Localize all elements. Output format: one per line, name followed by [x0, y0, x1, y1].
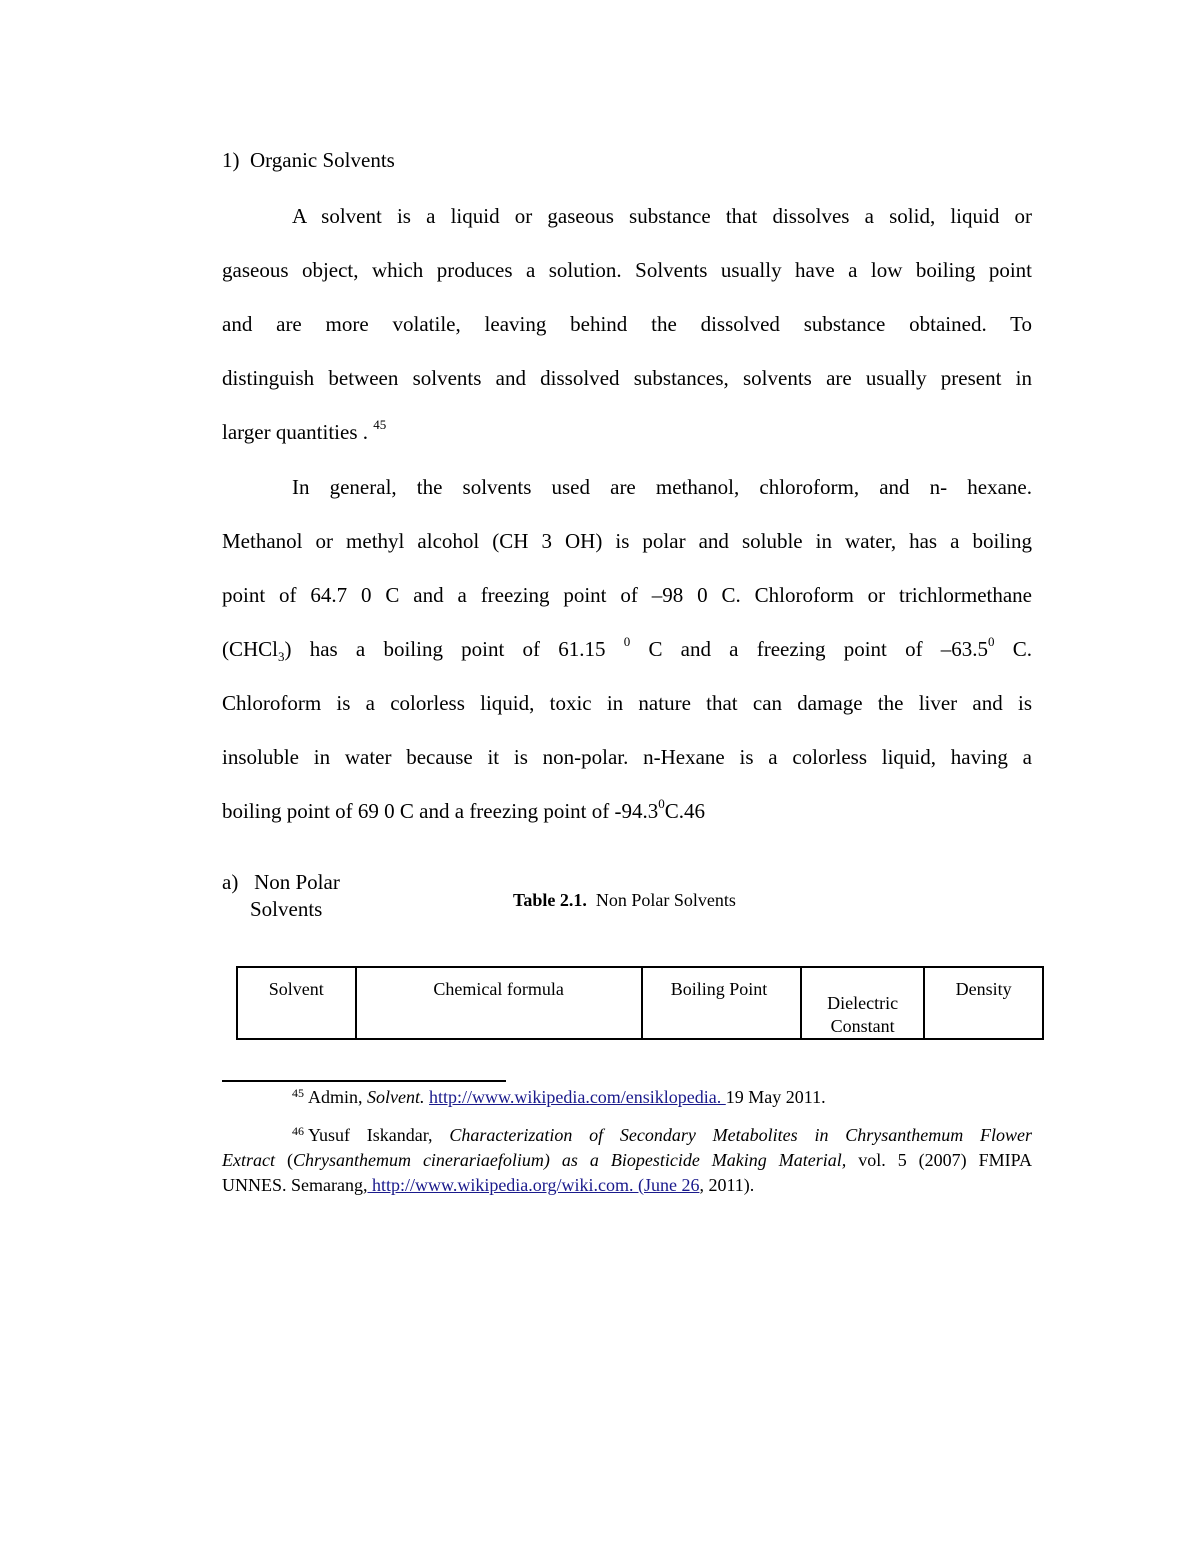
footnote-title: Extract: [222, 1150, 275, 1170]
paragraph2-line-6: insoluble in water because it is non-polar. n-Hexane is a colorless liquid, having a: [222, 745, 1032, 769]
footnote-link[interactable]: http://www.wikipedia.org/wiki.com. (June 26: [367, 1175, 700, 1195]
footnote-author: Admin,: [308, 1087, 363, 1107]
subsection-marker: a): [222, 870, 239, 894]
paragraph2-line-2: Methanol or methyl alcohol (CH 3 OH) is polar and soluble in water, has a boiling: [222, 529, 1032, 553]
superscript: 0: [988, 634, 995, 649]
footnote-ref-45: 45: [373, 417, 387, 432]
table-caption-text: Non Polar Solvents: [595, 890, 736, 910]
paragraph2-line-3: point of 64.7 0 C and a freezing point of –98 0 C. Chloroform or trichlormethane: [222, 583, 1032, 607]
text-segment: (CHCl: [222, 637, 279, 661]
footnote-separator: [222, 1080, 506, 1082]
paragraph1-line-2: gaseous object, which produces a solution. Solvents usually have a low boiling point: [222, 258, 1032, 282]
text-segment: C and a freezing point of –63.5: [648, 637, 989, 661]
footnote-text: UNNES. Semarang,: [222, 1175, 368, 1195]
header-chemical-formula: Chemical formula: [356, 967, 642, 1039]
paragraph1-line-5: [222, 418, 1032, 446]
paragraph1-line-1: A solvent is a liquid or gaseous substance that dissolves a solid, liquid or: [292, 204, 1032, 228]
subsection-heading-line-1: [222, 869, 340, 896]
footnote-title: Chrysanthemum cinerariaefolium) as a Biopesticide Making Material,: [292, 1150, 847, 1170]
footnote-45: [292, 1085, 826, 1112]
footnote-date: 19 May 2011.: [725, 1087, 826, 1107]
footnote-text: vol. 5 (2007) FMIPA: [858, 1150, 1033, 1170]
table-header-row: [237, 967, 1043, 1039]
table-caption-label: Table 2.1.: [513, 890, 587, 910]
text-segment: boiling point of 69 0 C and a freezing point of -94.3: [222, 799, 659, 823]
paragraph2-line-5: Chloroform is a colorless liquid, toxic in nature that can damage the liver and is: [222, 691, 1032, 715]
text-segment: C.46: [664, 799, 706, 823]
section-number: 1): [222, 148, 240, 172]
header-boiling-point: Boiling Point: [642, 967, 801, 1039]
footnote-author: Yusuf Iskandar,: [308, 1125, 433, 1145]
header-density: Density: [924, 967, 1043, 1039]
table-caption: [513, 890, 736, 911]
header-solvent: Solvent: [237, 967, 356, 1039]
section-title: Organic Solvents: [250, 148, 395, 172]
paragraph2-line-4: [222, 635, 1032, 663]
footnote-mark: 45: [292, 1086, 304, 1100]
paragraph2-line-7: [222, 797, 1032, 825]
footnote-46-line-1: [292, 1123, 1032, 1150]
subsection-title-2: Solvents: [250, 897, 323, 921]
paragraph1-line-3: and are more volatile, leaving behind the dissolved substance obtained. To: [222, 312, 1032, 336]
superscript: 0: [623, 634, 631, 649]
section-heading: [222, 148, 395, 173]
header-dielectric-constant: Dielectric Constant: [801, 967, 924, 1039]
paragraph1-line-4: distinguish between solvents and dissolved substances, solvents are usually present in: [222, 366, 1032, 390]
superscript: 0: [658, 796, 665, 811]
text-segment: ) has a boiling point of 61.15: [284, 637, 606, 661]
footnote-title: Solvent.: [367, 1087, 425, 1107]
paragraph1-line-5-text: larger quantities .: [222, 420, 368, 444]
paragraph2-line-1: In general, the solvents used are methanol, chloroform, and n- hexane.: [292, 475, 1032, 499]
subscript: 3: [278, 649, 285, 665]
non-polar-solvents-table: [236, 966, 1044, 1040]
footnote-text: , 2011).: [699, 1175, 755, 1195]
footnote-46-line-3: [222, 1173, 754, 1198]
footnote-link[interactable]: http://www.wikipedia.com/ensiklopedia.: [429, 1087, 726, 1107]
text-segment: C.: [1012, 637, 1033, 661]
footnote-title: Characterization of Secondary Metabolites in Chrysanthemum Flower: [449, 1125, 1033, 1145]
footnote-mark: 46: [292, 1124, 304, 1138]
footnote-46-line-2: Extract (Chrysanthemum cinerariaefolium) as a Biopesticide Making Material, vol. 5 (2007) FMIPA: [222, 1150, 1033, 1170]
subsection-title-1: Non Polar: [254, 870, 340, 894]
